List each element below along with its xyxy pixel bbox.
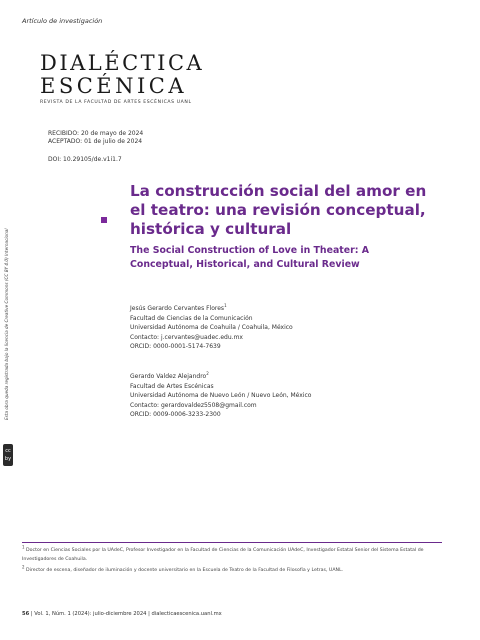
- author-university: Universidad Autónoma de Coahuila / Coahuila, México: [130, 324, 293, 332]
- page-number: 56: [22, 611, 30, 617]
- creative-commons-icon[interactable]: [3, 444, 13, 466]
- author-faculty: Facultad de Ciencias de la Comunicación: [130, 314, 253, 322]
- received-date: RECIBIDO: 20 de mayo de 2024: [48, 130, 144, 137]
- license-note: Esta obra queda registrada bajo la licencia de Creative Commons (CC BY 4.0) Internacional: [4, 228, 9, 420]
- author-name: Jesús Gerardo Cervantes Flores$^1$: [130, 303, 227, 312]
- author-university: Universidad Autónoma de Nuevo León / Nuevo León, México: [130, 392, 312, 400]
- author-block-2: [130, 372, 311, 420]
- accepted-date: ACEPTADO: 01 de julio de 2024: [48, 138, 143, 145]
- author-orcid[interactable]: ORCID: 0000-0001-5174-7639: [130, 343, 221, 351]
- article-title-english: The Social Construction of Love in Theater: A Conceptual, Historical, and Cultural Review: [130, 245, 370, 270]
- page-footer: [22, 611, 222, 617]
- footnote-2: $^2$ Director de escena, diseñador de iluminación y docente universitario en la Escuela de Teatro de la Facultad de Filosofía y Letras, UANL.: [22, 564, 344, 574]
- article-dates: [48, 130, 143, 146]
- title-bullet-icon: [101, 217, 107, 223]
- footnotes: [22, 544, 452, 579]
- author-orcid[interactable]: ORCID: 0009-0006-3233-2300: [130, 411, 221, 419]
- author-contact[interactable]: Contacto: gerardovaldez5508@gmail.com: [130, 401, 257, 409]
- author-footnote-ref[interactable]: 1: [224, 303, 227, 308]
- logo-line-2: ESCÉNICA: [40, 74, 188, 98]
- author-name: Gerardo Valdez Alejandro$^2$: [130, 371, 209, 380]
- author-footnote-ref[interactable]: 2: [206, 371, 209, 376]
- footnote-divider: [22, 542, 442, 543]
- author-faculty: Facultad de Artes Escénicas: [130, 382, 214, 390]
- footnote-1: $^1$ Doctor en Ciencias Sociales por la UAdeC, Profesor Investigador en la Facultad de Ciencias de la Comunicación UAdeC, Investigador Estatal Senior del Sistema Estatal de Investigadores de Coahuila.: [22, 544, 424, 562]
- logo-line-1: DIALÉCTICA: [40, 51, 205, 75]
- journal-website-link[interactable]: dialecticaescenica.uanl.mx: [151, 611, 222, 617]
- cc-label: cc: [5, 448, 11, 454]
- article-title-spanish: La construcción social del amor en el teatro: una revisión conceptual, histórica y cultural: [130, 182, 427, 238]
- author-contact[interactable]: Contacto: j.cervantes@uadec.edu.mx: [130, 333, 243, 341]
- doi[interactable]: DOI: 10.29105/de.v1i1.7: [48, 156, 122, 163]
- issue-info: | Vol. 1, Núm. 1 (2024): julio-diciembre 2024 |: [30, 611, 150, 617]
- author-block-1: [130, 304, 293, 352]
- section-label: Artículo de investigación: [22, 17, 103, 25]
- journal-subtitle: REVISTA DE LA FACULTAD DE ARTES ESCÉNICAS UANL: [40, 100, 192, 105]
- by-label: by: [4, 456, 12, 462]
- journal-logo: [40, 51, 205, 105]
